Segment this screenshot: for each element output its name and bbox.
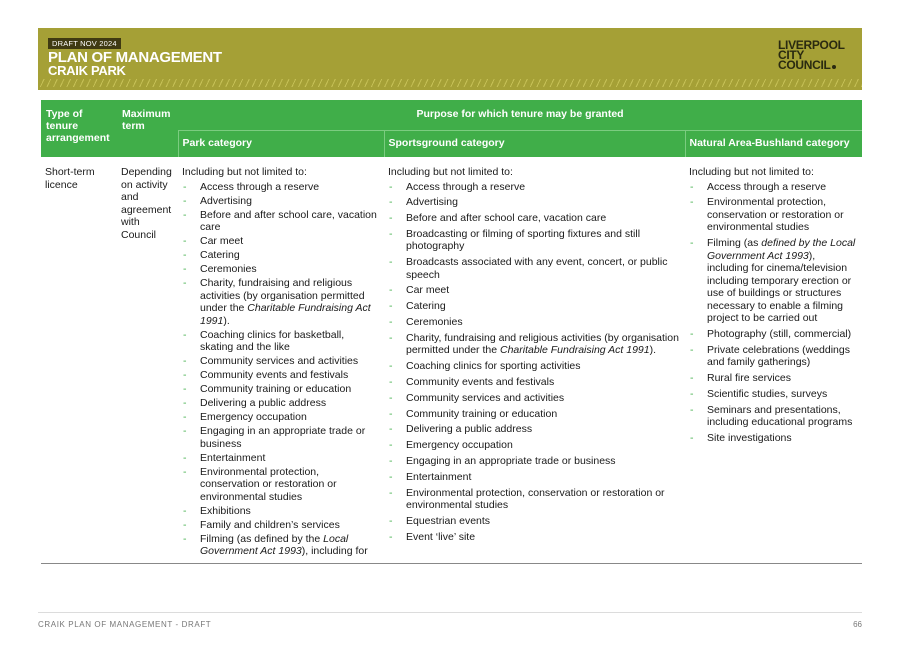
- list-item: - Ceremonies: [388, 316, 681, 329]
- park-intro: Including but not limited to:: [182, 166, 307, 178]
- draft-tag: DRAFT NOV 2024: [48, 38, 121, 49]
- list-item: - Ceremonies: [182, 263, 380, 276]
- list-item: - Emergency occupation: [388, 439, 681, 452]
- logo-dot-icon: [832, 65, 836, 69]
- logo-line: COUNCIL: [778, 60, 858, 70]
- list-item: - Entertainment: [182, 452, 380, 465]
- list-item: - Community services and activities: [182, 355, 380, 368]
- footer-divider: [38, 612, 862, 613]
- natural-area-list: [689, 181, 858, 445]
- list-item: - Access through a reserve: [182, 181, 380, 194]
- list-item: - Site investigations: [689, 432, 858, 445]
- list-item: - Community events and festivals: [182, 369, 380, 382]
- list-item: - Advertising: [182, 195, 380, 208]
- cell-term: Depending on activity and agreement with Council: [121, 166, 172, 241]
- banner-stripe-decoration: [38, 79, 862, 87]
- list-item: - Advertising: [388, 196, 681, 209]
- list-item: - Car meet: [388, 284, 681, 297]
- header-sportsground: Sportsground category: [384, 130, 685, 157]
- list-item: - Charity, fundraising and religious activities (by organisation permitted under the Charitable Fundraising Act 1991).: [182, 277, 380, 327]
- page-number: 66: [853, 620, 862, 629]
- list-item: - Engaging in an appropriate trade or business: [182, 425, 380, 450]
- sportsground-list: [388, 181, 681, 544]
- document-title: PLAN OF MANAGEMENT: [48, 49, 222, 66]
- table-row: [41, 157, 862, 564]
- logo-line: CITY: [778, 48, 805, 62]
- list-item: - Before and after school care, vacation care: [388, 212, 681, 225]
- list-item: - Catering: [388, 300, 681, 313]
- list-item: - Coaching clinics for sporting activities: [388, 360, 681, 373]
- header-term: Maximum term: [117, 100, 178, 157]
- list-item: - Scientific studies, surveys: [689, 388, 858, 401]
- cell-sportsground: [384, 157, 685, 564]
- list-item: - Broadcasting or filming of sporting fixtures and still photography: [388, 228, 681, 253]
- list-item: - Equestrian events: [388, 515, 681, 528]
- list-item: - Photography (still, commercial): [689, 328, 858, 341]
- header-purpose: Purpose for which tenure may be granted: [178, 100, 862, 130]
- cell-park: [178, 157, 384, 564]
- tenure-table: [41, 100, 862, 564]
- header-park: Park category: [178, 130, 384, 157]
- list-item: - Private celebrations (weddings and family gatherings): [689, 344, 858, 369]
- list-item: - Delivering a public address: [182, 397, 380, 410]
- list-item: - Access through a reserve: [388, 181, 681, 194]
- list-item: - Exhibitions: [182, 505, 380, 518]
- list-item: - Emergency occupation: [182, 411, 380, 424]
- list-item: - Engaging in an appropriate trade or business: [388, 455, 681, 468]
- document-subtitle: CRAIK PARK: [48, 63, 126, 78]
- list-item: - Event ‘live’ site: [388, 531, 681, 544]
- header-natural-area: Natural Area-Bushland category: [685, 130, 862, 157]
- natural-intro: Including but not limited to:: [689, 166, 814, 178]
- list-item: - Seminars and presentations, including educational programs: [689, 404, 858, 429]
- list-item: - Broadcasts associated with any event, concert, or public speech: [388, 256, 681, 281]
- list-item: - Environmental protection, conservation or restoration or environmental studies: [689, 196, 858, 234]
- footer-title: CRAIK PLAN OF MANAGEMENT - DRAFT: [38, 620, 212, 629]
- list-item: - Delivering a public address: [388, 423, 681, 436]
- list-item: - Before and after school care, vacation care: [182, 209, 380, 234]
- list-item: - Charity, fundraising and religious activities (by organisation permitted under the Charitable Fundraising Act 1991).: [388, 332, 681, 357]
- logo-line: LIVERPOOL: [778, 38, 845, 52]
- list-item: - Environmental protection, conservation or restoration or environmental studies: [388, 487, 681, 512]
- cell-type: Short-term licence: [45, 166, 95, 191]
- list-item: - Community events and festivals: [388, 376, 681, 389]
- list-item: - Access through a reserve: [689, 181, 858, 194]
- list-item: - Filming (as defined by the Local Government Act 1993), including for cinema/television including temporary erection or use of buildings or structures necessary to enable a filming project to be carried out: [689, 237, 858, 325]
- header-type: Type of tenure arrangement: [41, 100, 117, 157]
- cell-natural-area: [685, 157, 862, 564]
- list-item: - Environmental protection, conservation or restoration or environmental studies: [182, 466, 380, 504]
- list-item: - Rural fire services: [689, 372, 858, 385]
- list-item: - Community training or education: [182, 383, 380, 396]
- list-item: - Entertainment: [388, 471, 681, 484]
- list-item: - Community services and activities: [388, 392, 681, 405]
- list-item: - Car meet: [182, 235, 380, 248]
- list-item: - Family and children’s services: [182, 519, 380, 532]
- list-item: - Filming (as defined by the Local Government Act 1993), including for: [182, 533, 380, 558]
- list-item: - Community training or education: [388, 408, 681, 421]
- council-logo: [778, 40, 858, 70]
- list-item: - Coaching clinics for basketball, skating and the like: [182, 329, 380, 354]
- park-list: [182, 181, 380, 558]
- sportsground-intro: Including but not limited to:: [388, 166, 513, 178]
- list-item: - Catering: [182, 249, 380, 262]
